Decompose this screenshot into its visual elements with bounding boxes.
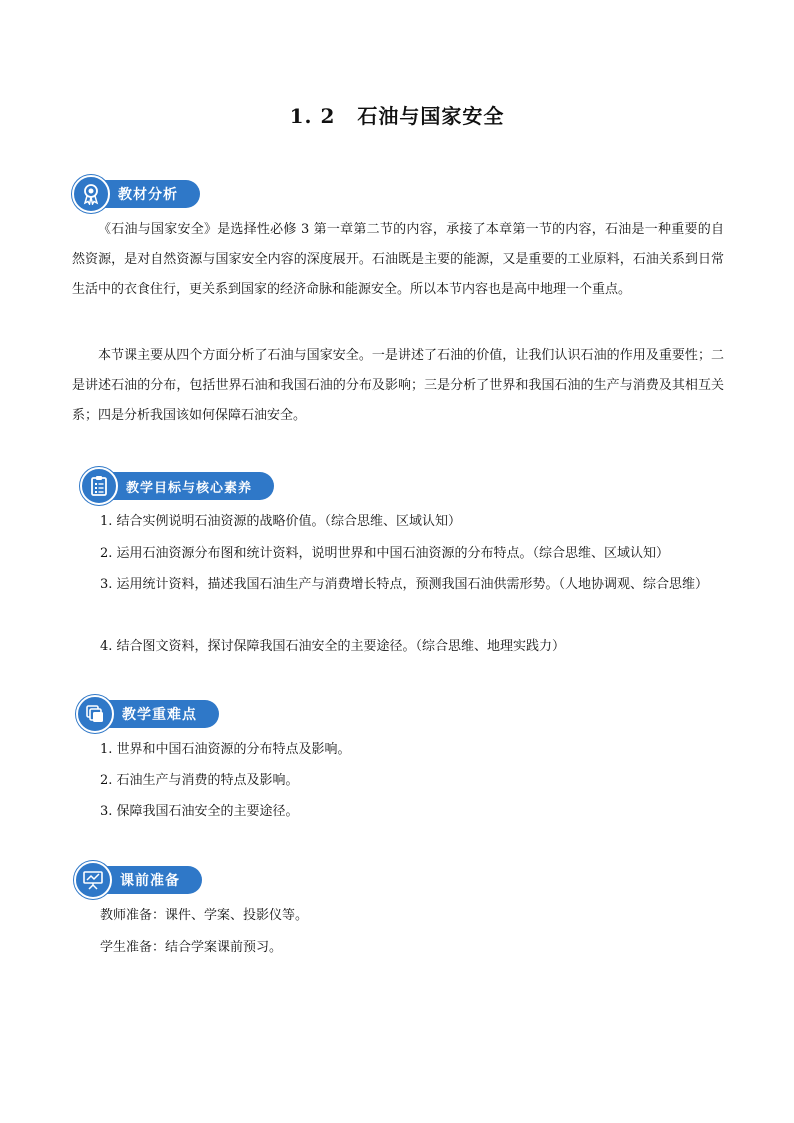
page-title xyxy=(0,100,794,129)
presentation-board-icon xyxy=(74,861,112,899)
analysis-paragraph-2: 本节课主要从四个方面分析了石油与国家安全。一是讲述了石油的价值，让我们认识石油的作用及重要性；二是讲述石油的分布，包括世界石油和我国石油的分布及影响；三是分析了世界和我国石油的生产与消费及其相互关系；四是分析我国该如何保障石油安全。 xyxy=(72,348,724,423)
preparation-item-student: 学生准备：结合学案课前预习。 xyxy=(100,940,283,955)
stacked-pages-icon xyxy=(76,695,114,733)
clipboard-checklist-icon xyxy=(80,467,118,505)
analysis-paragraph-1: 《石油与国家安全》是选择性必修 3 第一章第二节的内容，承接了本章第一节的内容，石油是一种重要的自然资源，是对自然资源与国家安全内容的深度展开。石油既是主要的能源，又是重要的工业原料，石油关系到日常生活中的衣食住行，更关系到国家的经济命脉和能源安全。所以本节内容也是高中地理一个重点。 xyxy=(72,222,724,297)
section-heading-keypoints: 教学重难点 xyxy=(100,700,219,728)
section-header-preparation xyxy=(74,862,202,898)
section-number: 1. 2 xyxy=(289,104,336,128)
section-heading-analysis: 教材分析 xyxy=(96,180,200,208)
section-header-objectives xyxy=(80,468,274,504)
title-text: 石油与国家安全 xyxy=(357,104,505,128)
award-ribbon-icon xyxy=(72,175,110,213)
objective-item-4: 4. 结合图文资料，探讨保障我国石油安全的主要途径。（综合思维、地理实践力） xyxy=(100,639,566,654)
objective-item-1: 1. 结合实例说明石油资源的战略价值。（综合思维、区域认知） xyxy=(100,514,462,529)
section-header-keypoints xyxy=(76,696,219,732)
keypoint-item-1: 1. 世界和中国石油资源的分布特点及影响。 xyxy=(100,742,351,757)
objective-item-3: 3. 运用统计资料，描述我国石油生产与消费增长特点，预测我国石油供需形势。（人地协调观、综合思维） xyxy=(100,577,709,592)
section-heading-preparation: 课前准备 xyxy=(98,866,202,894)
objective-item-2: 2. 运用石油资源分布图和统计资料，说明世界和中国石油资源的分布特点。（综合思维、区域认知） xyxy=(100,546,670,561)
keypoint-item-2: 2. 石油生产与消费的特点及影响。 xyxy=(100,773,299,788)
section-header-analysis xyxy=(72,176,200,212)
keypoint-item-3: 3. 保障我国石油安全的主要途径。 xyxy=(100,804,299,819)
section-heading-objectives: 教学目标与核心素养 xyxy=(104,472,274,500)
preparation-item-teacher: 教师准备：课件、学案、投影仪等。 xyxy=(100,908,309,923)
